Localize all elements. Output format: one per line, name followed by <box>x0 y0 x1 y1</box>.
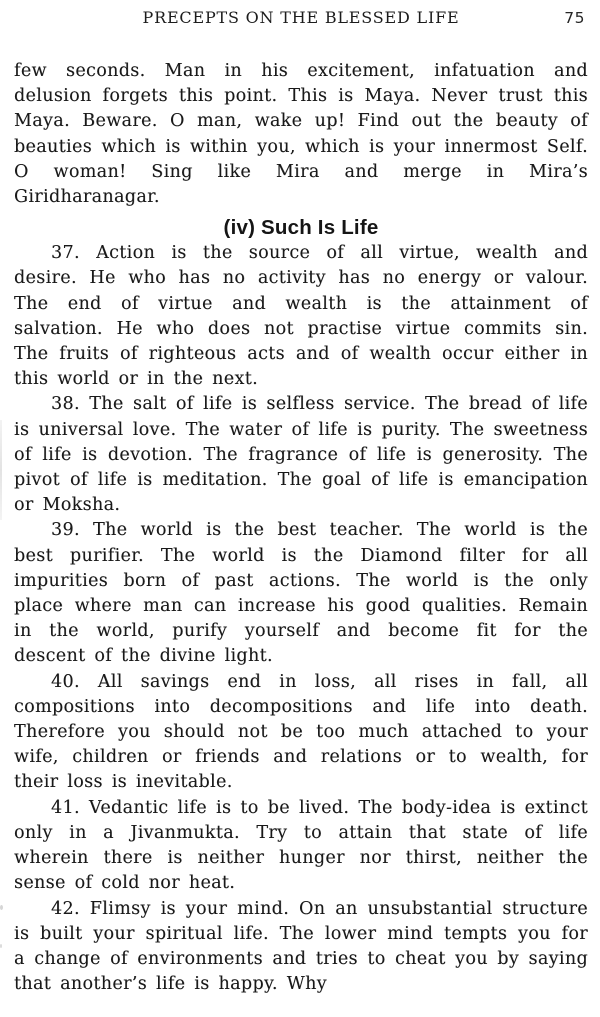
paragraph-40: 40. All savings end in loss, all rises in fall, all compositions into decompositions and life into death. Therefore you should not be too much attached to your wife, children or friends and relations or to wealth, for their loss is inevitable. <box>14 671 588 793</box>
chapter-title: PRECEPTS ON THE BLESSED LIFE <box>142 8 460 27</box>
paragraph-39: 39. The world is the best teacher. The world is the best purifier. The world is the Diamond filter for all impurities born of past actions. The world is the only place where man can increase his good qualities. Remain in the world, purify yourself and become fit for the descent of the divine light. <box>14 520 588 667</box>
section-heading: (iv) Such Is Life <box>223 216 379 240</box>
running-header <box>14 8 588 32</box>
paragraph-41: 41. Vedantic life is to be lived. The body-idea is extinct only in a Jivanmukta. Try to attain that state of life wherein there is neither hunger nor thirst, neither the sense of cold nor heat. <box>14 797 588 894</box>
scan-artifact-speck <box>0 944 2 948</box>
paragraph-38: 38. The salt of life is selfless service. The bread of life is universal love. The water of life is purity. The sweetness of life is devotion. The fragrance of life is generosity. The pivot of life is meditation. The goal of life is emancipation or Moksha. <box>14 394 588 516</box>
paragraph-continuation: few seconds. Man in his excitement, infatuation and delusion forgets this point. This is Maya. Never trust this Maya. Beware. O man, wake up! Find out the beauty of beauties which is within you, which is your innermost Self. O woman! Sing like Mira and merge in Mira’s Giridharanagar. <box>14 61 588 208</box>
paragraph-42: 42. Flimsy is your mind. On an unsubstantial structure is built your spiritual life. The lower mind tempts you for a change of environments and tries to cheat you by saying that another’s life is happy. Why <box>14 898 588 995</box>
page-number: 75 <box>564 9 585 27</box>
paragraph-37: 37. Action is the source of all virtue, wealth and desire. He who has no activity has no energy or valour. The end of virtue and wealth is the attainment of salvation. He who does not practise virtue commits sin. The fruits of righteous acts and of wealth occur either in this world or in the next. <box>14 243 588 390</box>
scan-artifact-streak <box>0 420 2 520</box>
scan-artifact-speck <box>0 905 3 910</box>
